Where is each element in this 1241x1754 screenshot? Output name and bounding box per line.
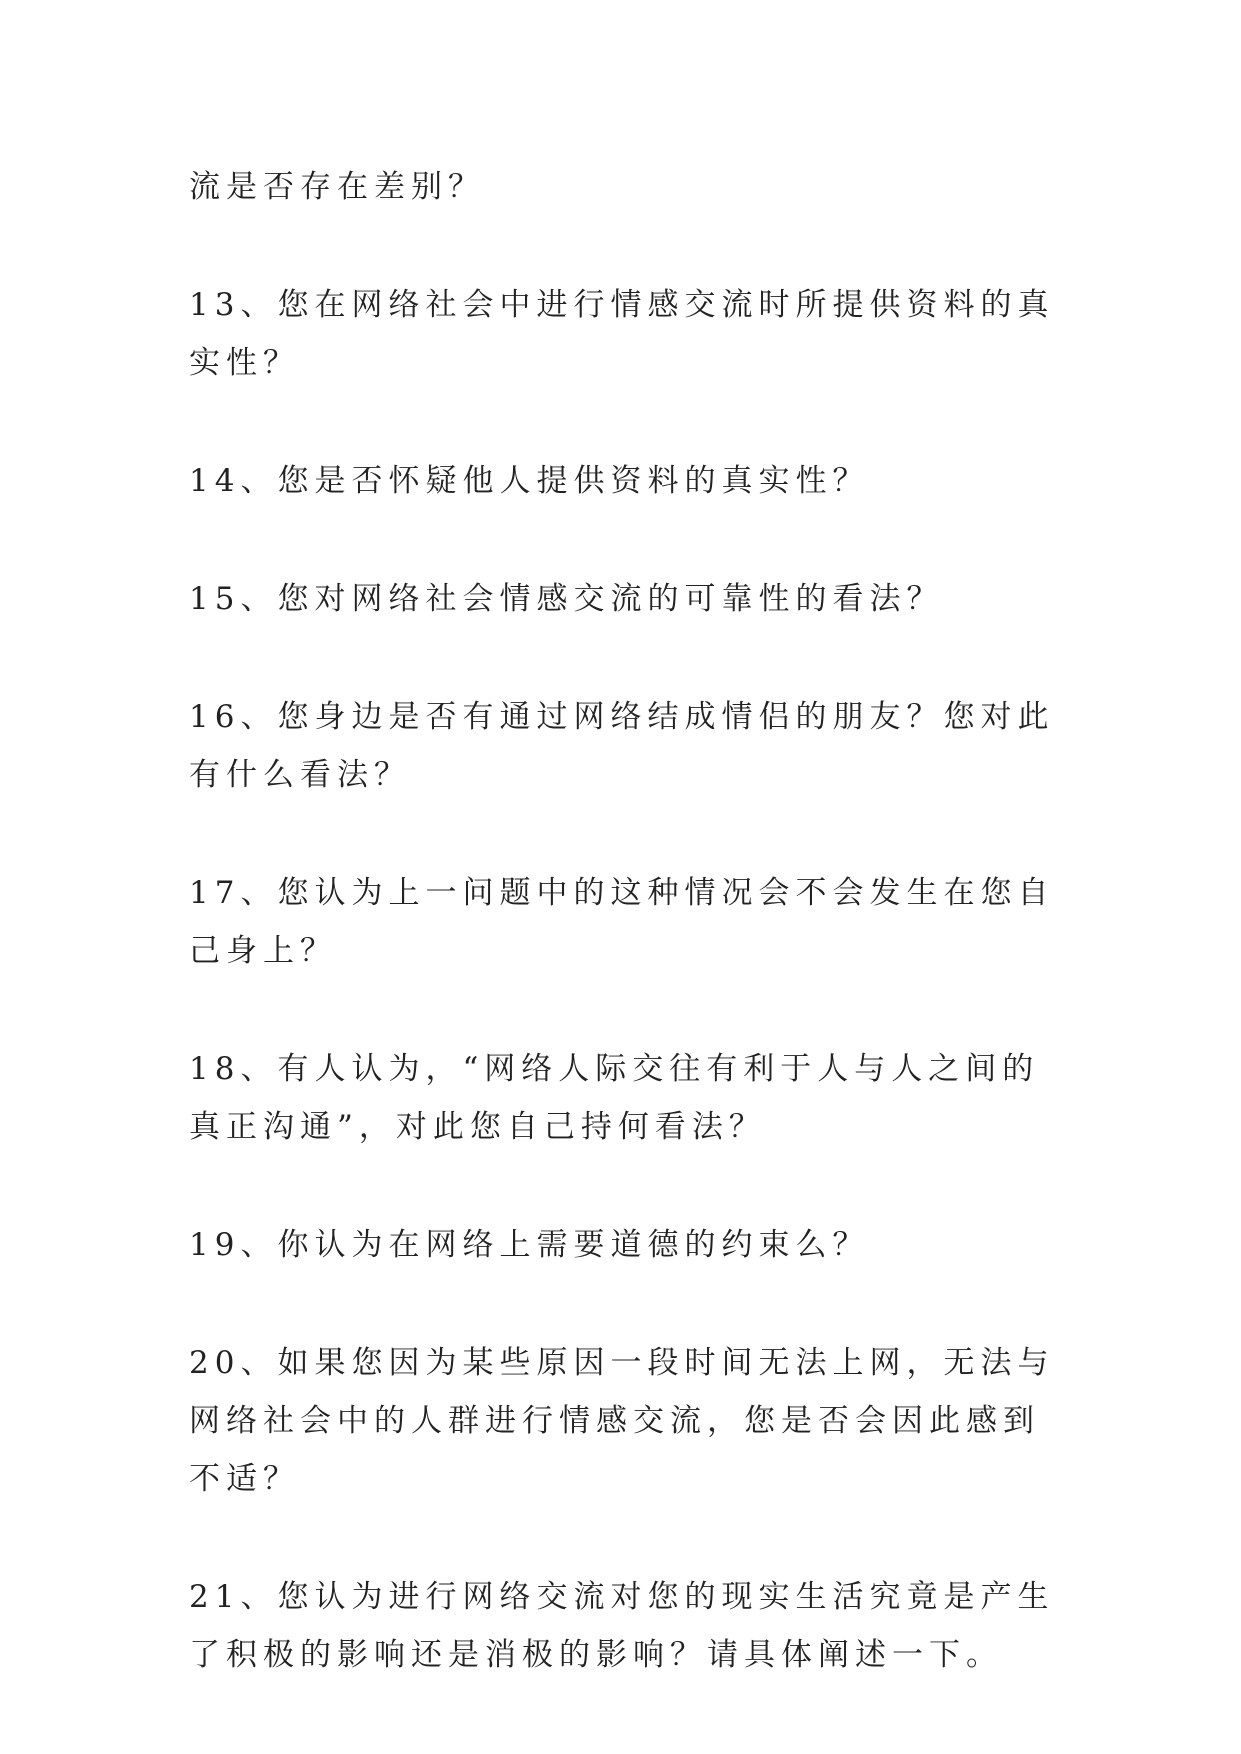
paragraph-question-13: 13、您在网络社会中进行情感交流时所提供资料的真实性？ [189,287,1055,381]
paragraph-question-18: 18、有人认为，“网络人际交往有利于人与人之间的真正沟通”，对此您自己持何看法？ [189,1051,1040,1145]
paragraph-question-15: 15、您对网络社会情感交流的可靠性的看法？ [189,581,944,617]
paragraph-question-21: 21、您认为进行网络交流对您的现实生活究竟是产生了积极的影响还是消极的影响？请具体阐述一下。 [189,1579,1055,1673]
document-body [189,158,1069,1684]
paragraph-question-14: 14、您是否怀疑他人提供资料的真实性？ [189,463,870,499]
paragraph-question-19: 19、你认为在网络上需要道德的约束么？ [189,1227,870,1263]
paragraph-question-17: 17、您认为上一问题中的这种情况会不会发生在您自己身上？ [189,875,1055,969]
paragraph-question-20: 20、如果您因为某些原因一段时间无法上网，无法与网络社会中的人群进行情感交流，您是否会因此感到不适？ [189,1345,1055,1497]
paragraph-question-12-end: 流是否存在差别？ [189,169,485,205]
paragraph-question-16: 16、您身边是否有通过网络结成情侣的朋友？您对此有什么看法？ [189,699,1055,793]
